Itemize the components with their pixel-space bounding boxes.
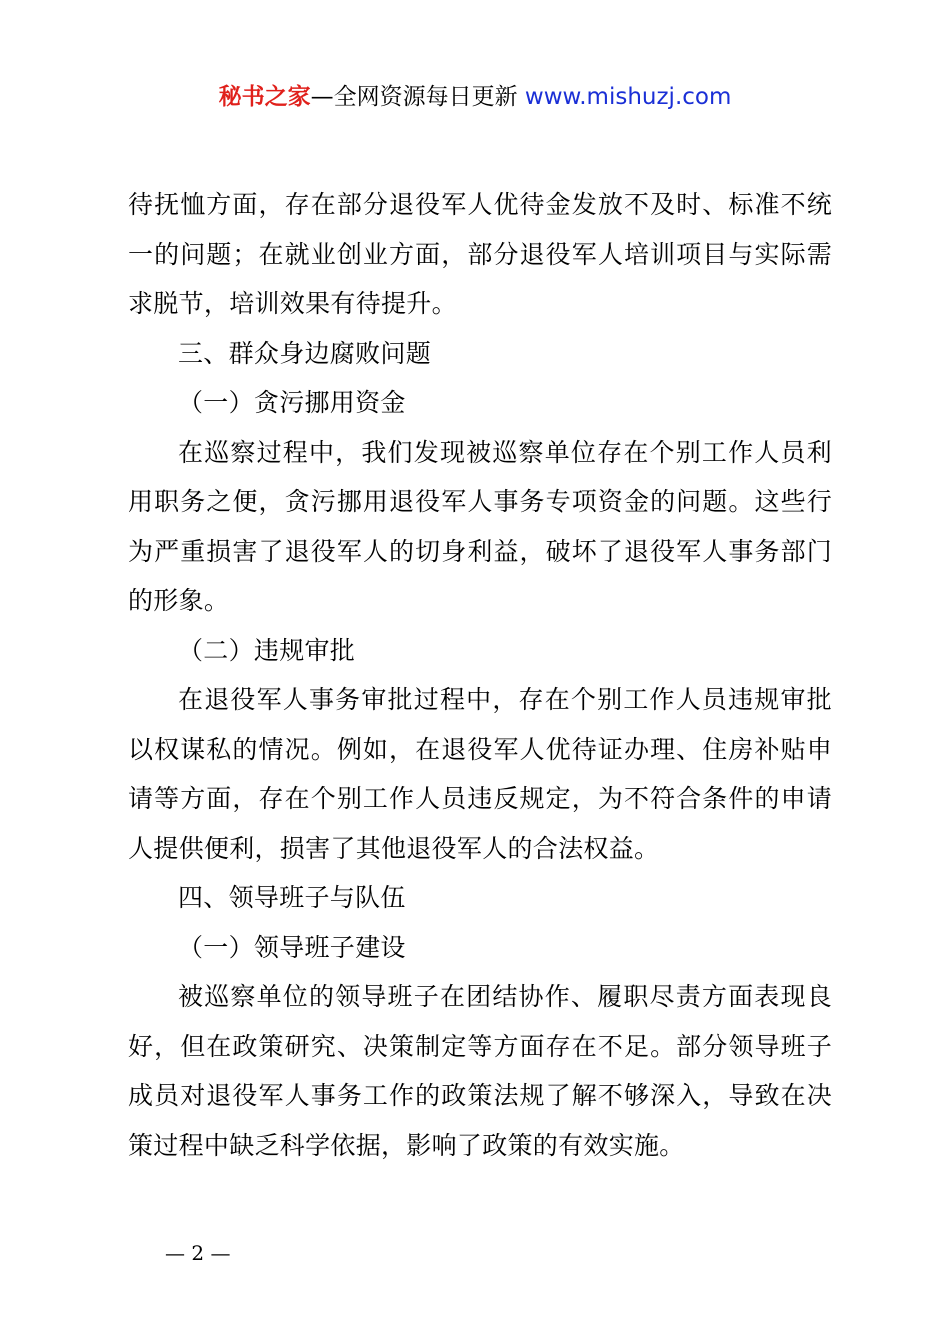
document-body: [128, 180, 832, 1170]
header-tagline: —全网资源每日更新: [310, 84, 525, 110]
paragraph: 被巡察单位的领导班子在团结协作、履职尽责方面表现良好，但在政策研究、决策制定等方面存在不足。部分领导班子成员对退役军人事务工作的政策法规了解不够深入，导致在决策过程中缺乏科学依据，影响了政策的有效实施。: [128, 982, 832, 1160]
brand-name: 秘书之家: [218, 84, 311, 110]
paragraph-continuation: 待抚恤方面，存在部分退役军人优待金发放不及时、标准不统一的问题；在就业创业方面，部分退役军人培训项目与实际需求脱节，培训效果有待提升。: [128, 190, 832, 318]
site-url-link[interactable]: www.mishuzj.com: [524, 84, 732, 110]
page-header: [0, 82, 950, 112]
subsection-heading: （一）贪污挪用资金: [178, 388, 406, 417]
paragraph: 在退役军人事务审批过程中，存在个别工作人员违规审批以权谋私的情况。例如，在退役军人优待证办理、住房补贴申请等方面，存在个别工作人员违反规定，为不符合条件的申请人提供便利，损害了其他退役军人的合法权益。: [128, 685, 832, 863]
section-heading-4: 四、领导班子与队伍: [178, 883, 406, 912]
section-heading-3: 三、群众身边腐败问题: [178, 338, 432, 368]
page-number: — 2 —: [165, 1241, 231, 1265]
subsection-heading: （二）违规审批: [178, 635, 356, 665]
subsection-heading: （一）领导班子建设: [178, 932, 406, 962]
paragraph: 在巡察过程中，我们发现被巡察单位存在个别工作人员利用职务之便，贪污挪用退役军人事务专项资金的问题。这些行为严重损害了退役军人的切身利益，破坏了退役军人事务部门的形象。: [128, 437, 832, 615]
